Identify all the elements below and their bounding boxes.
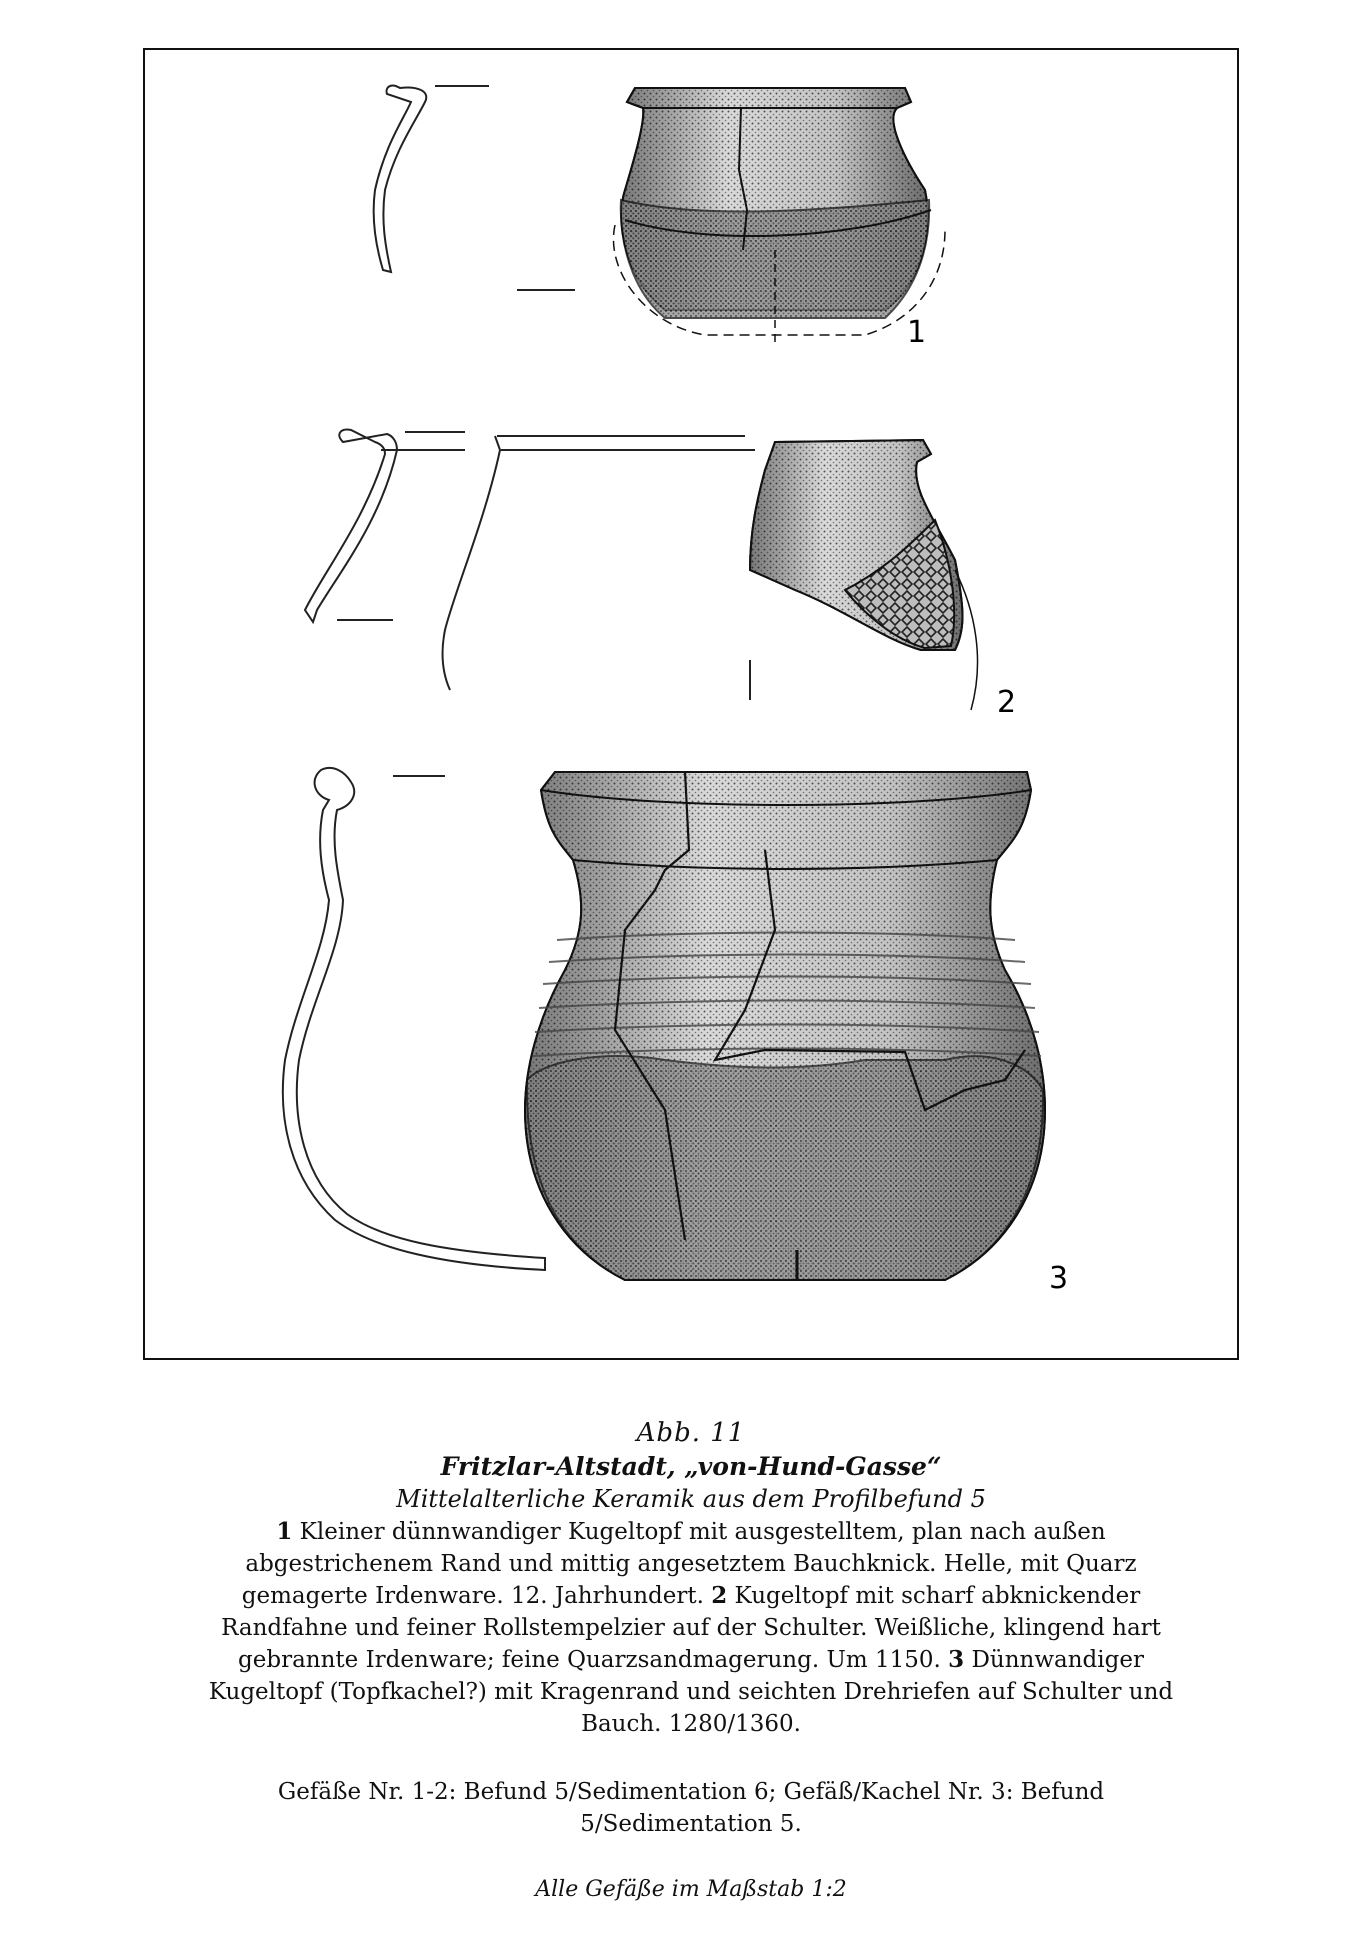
vessel-3-number: 3 xyxy=(1049,1261,1069,1296)
desc-text-1: Kleiner dünnwandiger Kugeltopf mit ausgestelltem, plan nach außen abgestrichenem Rand und mittig angesetztem Bauchknick. Helle, mit Quarz gemagerte Irdenware. 12. Jahrhundert. xyxy=(241,1519,1137,1609)
desc-text-2: Kugeltopf mit scharf abknickender Randfahne und feiner Rollstempelzier auf der Schulter. Weißliche, klingend hart gebrannte Irdenware; feine Quarzsandmagerung. Um 1150. xyxy=(221,1583,1161,1673)
scale-note: Alle Gefäße im Maßstab 1:2 xyxy=(535,1877,847,1902)
findings-note: Gefäße Nr. 1-2: Befund 5/Sedimentation 6; Gefäß/Kachel Nr. 3: Befund 5/Sedimentation 5. xyxy=(277,1779,1105,1837)
desc-num-2: 2 xyxy=(711,1582,728,1609)
desc-num-3: 3 xyxy=(948,1646,965,1673)
pottery-drawings xyxy=(145,50,1241,1362)
vessel-3-profile xyxy=(283,768,545,1270)
vessel-2-profile xyxy=(305,430,755,700)
desc-text-3: Dünnwandiger Kugeltopf (Topfkachel?) mit Kragenrand und seichten Drehriefen auf Schulter und Bauch. 1280/1360. xyxy=(208,1647,1174,1737)
vessel-1-number: 1 xyxy=(907,315,927,350)
vessel-3-view xyxy=(525,772,1045,1280)
vessel-2-sherd xyxy=(750,440,978,710)
vessel-1-view xyxy=(613,88,945,345)
figure-title: Fritzlar-Altstadt, „von-Hund-Gasse“ xyxy=(440,1452,942,1481)
vessel-2-number: 2 xyxy=(997,685,1017,720)
drawing-plate xyxy=(143,48,1239,1360)
figure-subtitle: Mittelalterliche Keramik aus dem Profilbefund 5 xyxy=(396,1485,986,1513)
figure-number: Abb. 11 xyxy=(636,1418,746,1448)
vessel-1-profile xyxy=(374,86,575,290)
desc-num-1: 1 xyxy=(276,1518,293,1545)
figure-description xyxy=(183,1516,1199,1740)
